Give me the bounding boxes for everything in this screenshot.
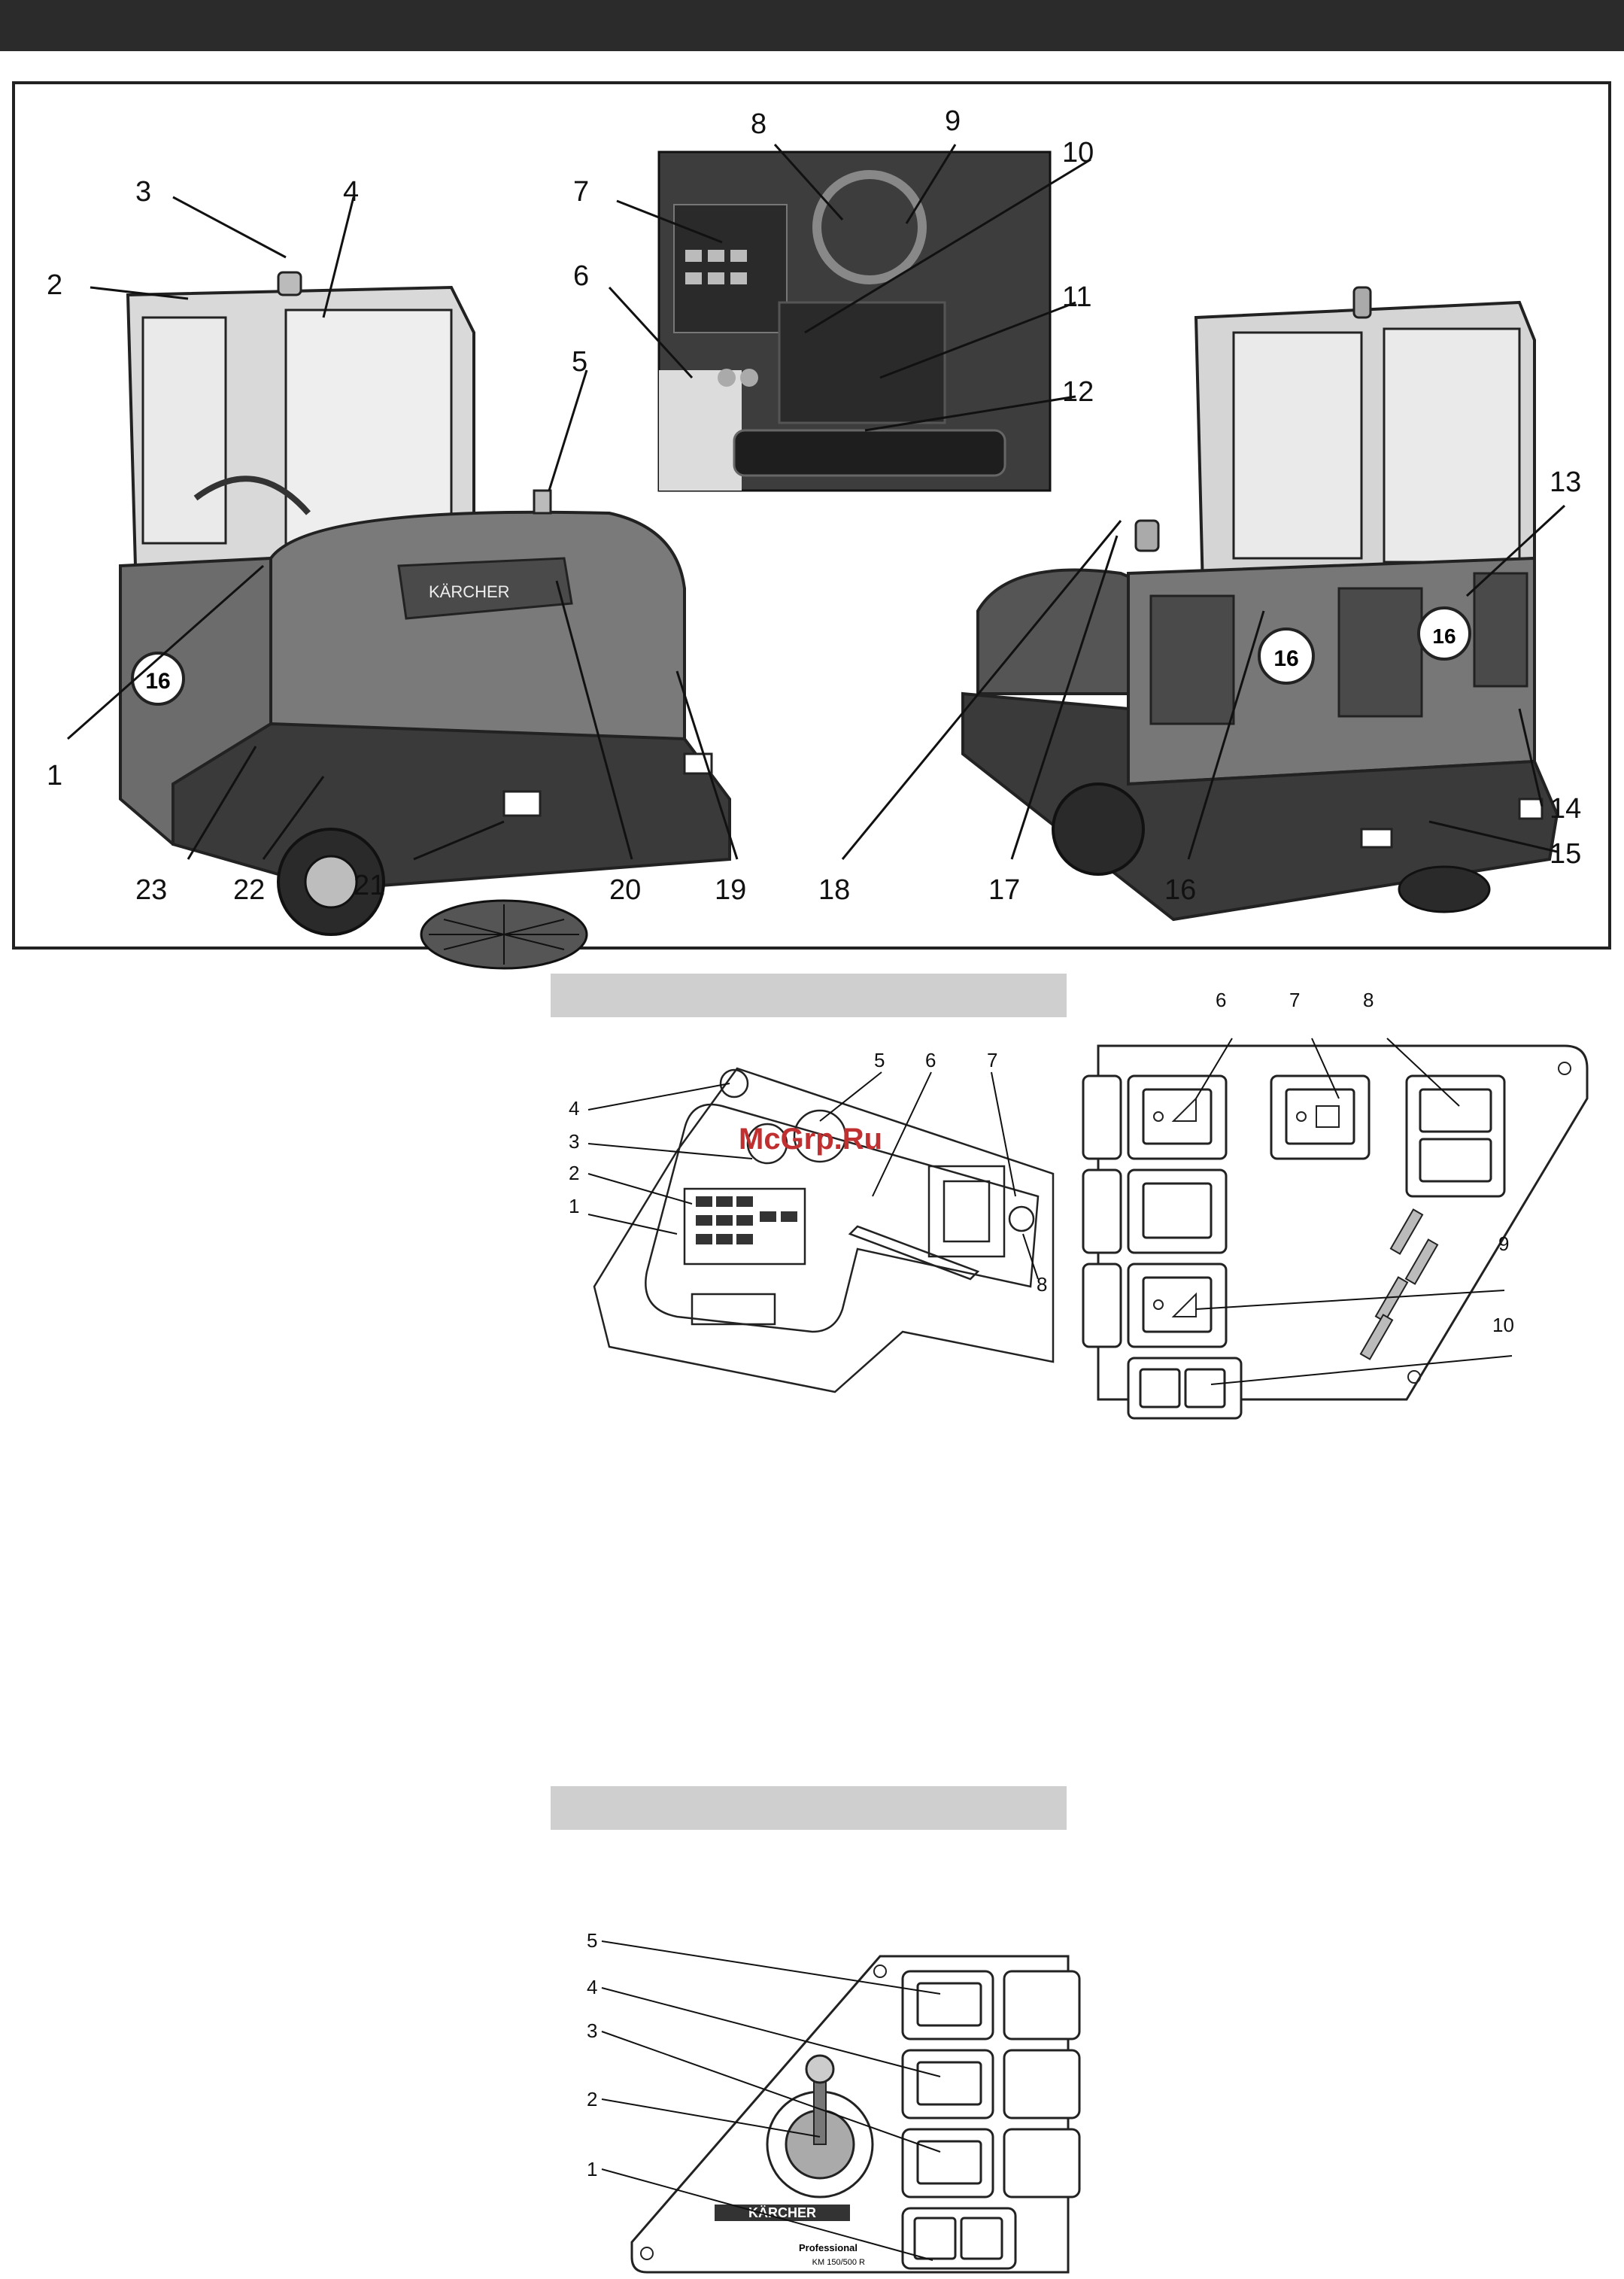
callout-10: 10	[1062, 137, 1094, 169]
dash-callout-6: 6	[925, 1049, 936, 1071]
callout-12: 12	[1062, 376, 1094, 408]
callout-9: 9	[945, 105, 961, 137]
panel-callout-10: 10	[1492, 1314, 1514, 1336]
callout-4: 4	[343, 176, 360, 208]
dash-callout-7: 7	[987, 1049, 998, 1071]
svg-text:16: 16	[1432, 624, 1456, 648]
callout-19: 19	[715, 874, 747, 906]
svg-text:Professional: Professional	[798, 2242, 858, 2253]
dash-callout-3: 3	[569, 1130, 580, 1153]
callout-7: 7	[573, 176, 590, 208]
dash-callout-1: 1	[569, 1195, 580, 1217]
panel-callout-6: 6	[1216, 989, 1227, 1011]
callout-21: 21	[354, 870, 386, 901]
callout-13: 13	[1550, 466, 1582, 498]
dash-callout-2: 2	[569, 1162, 580, 1184]
svg-text:KÄRCHER: KÄRCHER	[429, 582, 510, 601]
joy-callout-3: 3	[587, 2019, 598, 2042]
svg-text:KM 150/500 R: KM 150/500 R	[812, 2258, 865, 2267]
svg-text:KÄRCHER: KÄRCHER	[748, 2205, 816, 2220]
dash-callout-4: 4	[569, 1097, 580, 1120]
callout-5: 5	[572, 346, 588, 378]
panel-callout-7: 7	[1289, 989, 1301, 1011]
callout-17: 17	[988, 874, 1021, 906]
svg-text:16: 16	[1273, 646, 1299, 671]
callout-6: 6	[573, 260, 590, 292]
dash-callout-8: 8	[1037, 1273, 1048, 1296]
callout-11: 11	[1062, 281, 1092, 313]
callout-2: 2	[47, 269, 63, 301]
joy-callout-1: 1	[587, 2158, 598, 2180]
svg-text:16: 16	[145, 669, 171, 694]
callout-22: 22	[233, 874, 266, 906]
callout-16: 16	[1164, 874, 1197, 906]
callout-14: 14	[1550, 793, 1582, 825]
watermark: McGrp.Ru	[739, 1123, 883, 1156]
callout-18: 18	[818, 874, 851, 906]
joy-callout-5: 5	[587, 1929, 598, 1952]
joy-callout-2: 2	[587, 2088, 598, 2110]
callout-15: 15	[1550, 838, 1582, 870]
callout-1: 1	[47, 760, 63, 792]
dash-callout-5: 5	[874, 1049, 885, 1071]
panel-callout-9: 9	[1498, 1232, 1510, 1255]
panel-callout-8: 8	[1363, 989, 1374, 1011]
joy-callout-4: 4	[587, 1976, 598, 1998]
callout-3: 3	[135, 176, 152, 208]
callout-20: 20	[609, 874, 642, 906]
callout-8: 8	[751, 108, 767, 140]
callout-23: 23	[135, 874, 168, 906]
